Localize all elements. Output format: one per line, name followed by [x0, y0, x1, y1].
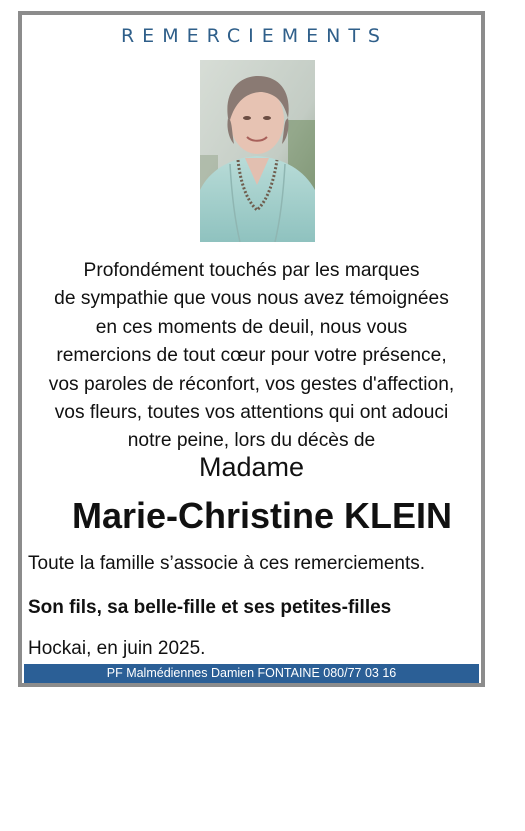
paragraph-line: vos paroles de réconfort, vos gestes d'affection,: [48, 373, 455, 395]
obituary-notice: [18, 11, 485, 687]
deceased-title: Madame: [198, 452, 305, 482]
paragraph-line: notre peine, lors du décès de: [127, 430, 376, 452]
funeral-home-footer: PF Malmédiennes Damien FONTAINE 080/77 03 16: [24, 664, 479, 683]
deceased-name: Marie-Christine KLEIN: [72, 495, 453, 536]
place-and-date: Hockai, en juin 2025.: [28, 638, 206, 659]
paragraph-line: vos fleurs, toutes vos attentions qui ont adouci: [54, 402, 449, 424]
family-association-line: Toute la famille s’associe à ces remerciements.: [28, 553, 426, 574]
thanks-paragraph: [22, 257, 481, 456]
portrait-photo: [200, 60, 315, 242]
paragraph-line: remercions de tout cœur pour votre présence,: [56, 345, 447, 367]
paragraph-line: de sympathie que vous nous avez témoignées: [54, 288, 449, 310]
paragraph-line: Profondément touchés par les marques: [83, 260, 420, 281]
notice-heading: REMERCIEMENTS: [120, 25, 388, 47]
paragraph-line: en ces moments de deuil, nous vous: [95, 316, 408, 338]
family-signature: Son fils, sa belle-fille et ses petites-filles: [28, 597, 392, 618]
